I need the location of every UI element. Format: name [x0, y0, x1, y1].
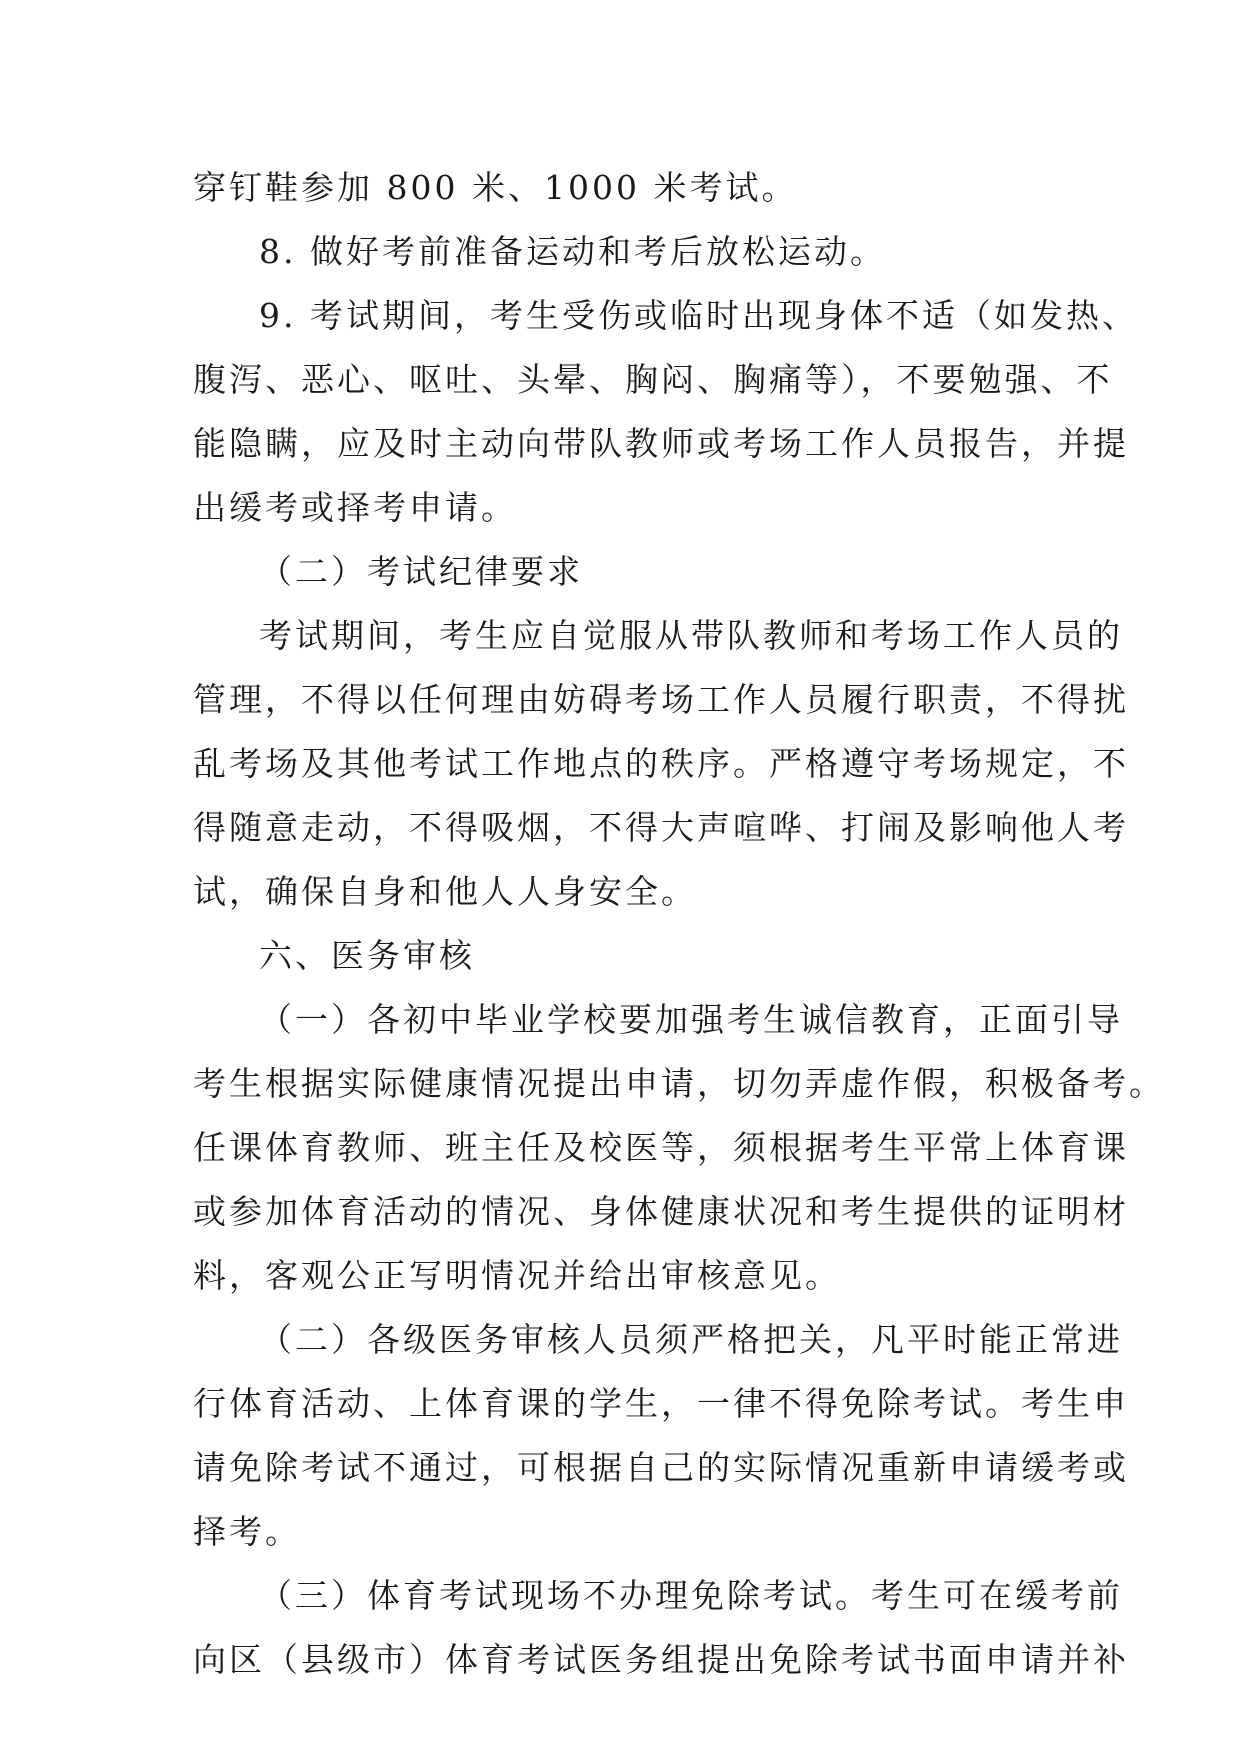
text-line: 考生根据实际健康情况提出申请，切勿弄虚作假，积极备考。 — [193, 1064, 1165, 1103]
text-line: 择考。 — [193, 1512, 301, 1551]
text-line: 乱考场及其他考试工作地点的秩序。严格遵守考场规定，不 — [193, 744, 1129, 783]
body-text — [193, 156, 1165, 1692]
text-line: （三）体育考试现场不办理免除考试。考生可在缓考前 — [259, 1576, 1123, 1615]
text-line: 或参加体育活动的情况、身体健康状况和考生提供的证明材 — [193, 1192, 1129, 1231]
text-line: （一）各初中毕业学校要加强考生诚信教育，正面引导 — [259, 1000, 1123, 1039]
text-line: 六、医务审核 — [259, 936, 475, 975]
text-line: 能隐瞒，应及时主动向带队教师或考场工作人员报告，并提 — [193, 424, 1129, 463]
text-line: 请免除考试不通过，可根据自己的实际情况重新申请缓考或 — [193, 1448, 1129, 1487]
text-line: 出缓考或择考申请。 — [193, 488, 517, 527]
text-line: 向区（县级市）体育考试医务组提出免除考试书面申请并补 — [193, 1640, 1129, 1679]
text-line: 任课体育教师、班主任及校医等，须根据考生平常上体育课 — [193, 1128, 1129, 1167]
text-line: （二）各级医务审核人员须严格把关，凡平时能正常进 — [259, 1320, 1123, 1359]
text-line: 8. 做好考前准备运动和考后放松运动。 — [259, 232, 886, 271]
text-line: 料，客观公正写明情况并给出审核意见。 — [193, 1256, 841, 1295]
text-line: 穿钉鞋参加 800 米、1000 米考试。 — [193, 168, 798, 207]
text-line: 考试期间，考生应自觉服从带队教师和考场工作人员的 — [259, 616, 1123, 655]
text-line: 腹泻、恶心、呕吐、头晕、胸闷、胸痛等），不要勉强、不 — [193, 360, 1113, 399]
text-line: 管理，不得以任何理由妨碍考场工作人员履行职责，不得扰 — [193, 680, 1129, 719]
text-line: 9. 考试期间，考生受伤或临时出现身体不适（如发热、 — [259, 296, 1138, 335]
text-line: 行体育活动、上体育课的学生，一律不得免除考试。考生申 — [193, 1384, 1129, 1423]
text-line: 得随意走动，不得吸烟，不得大声喧哗、打闹及影响他人考 — [193, 808, 1129, 847]
text-line: 试，确保自身和他人人身安全。 — [193, 872, 697, 911]
text-line: （二）考试纪律要求 — [259, 552, 583, 591]
